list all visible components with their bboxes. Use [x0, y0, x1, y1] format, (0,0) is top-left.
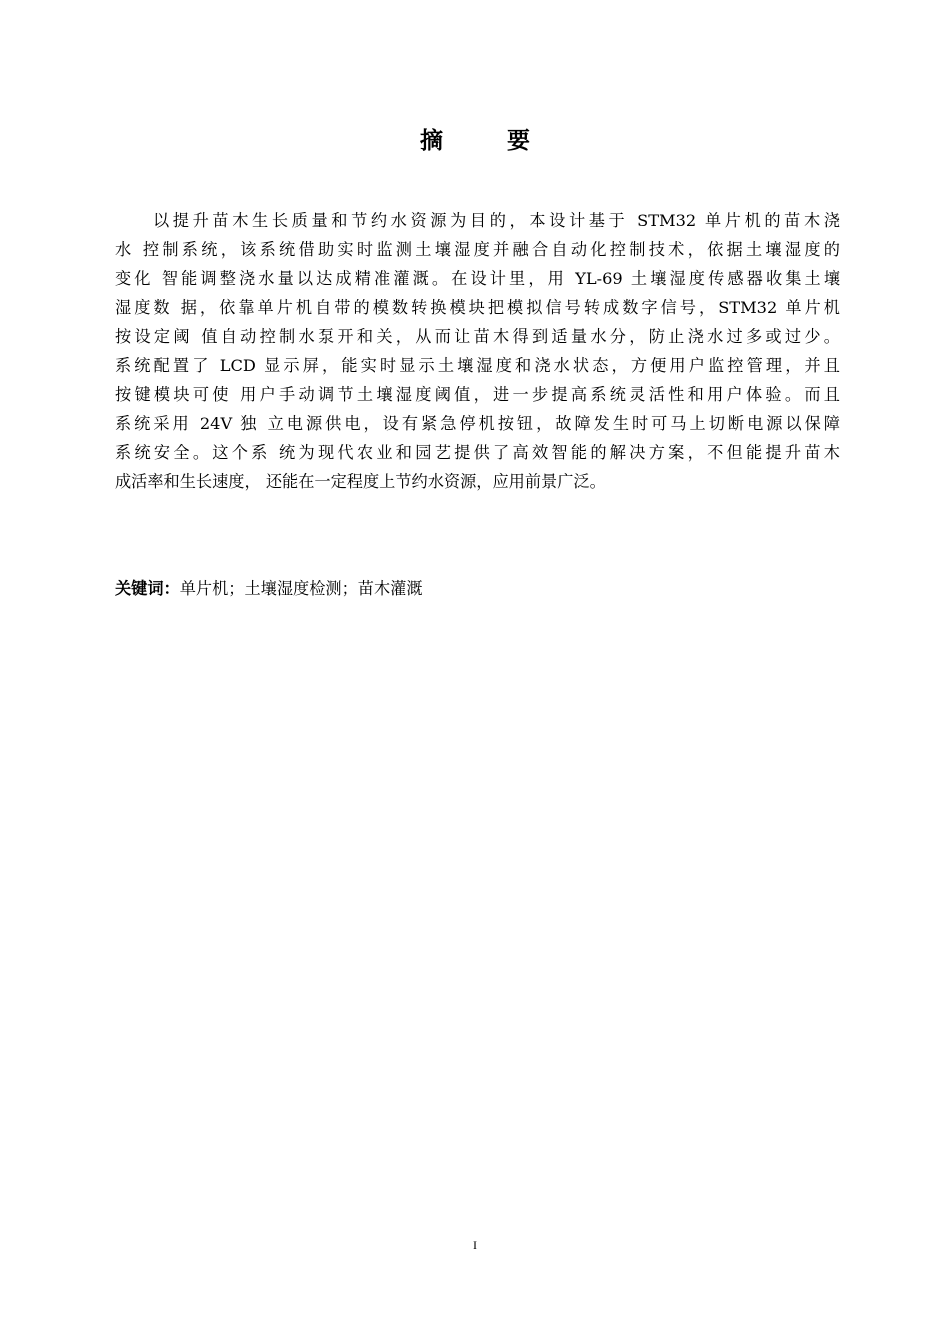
keywords-text: 单片机；土壤湿度检测；苗木灌溉 — [179, 579, 423, 598]
abstract-body — [115, 206, 840, 496]
abstract-line: 按键模块可使 用户手动调节土壤湿度阈值，进一步提高系统灵活性和用户体验。而且 — [115, 385, 840, 404]
abstract-line: 以提升苗木生长质量和节约水资源为目的，本设计基于 STM32 单片机的苗木浇 — [153, 211, 840, 230]
abstract-line: 变化 智能调整浇水量以达成精准灌溉。在设计里，用 YL-69 土壤湿度传感器收集土壤 — [115, 269, 840, 288]
abstract-line: 湿度数 据，依靠单片机自带的模数转换模块把模拟信号转成数字信号，STM32 单片机 — [115, 298, 840, 317]
abstract-line: 系统配置了 LCD 显示屏，能实时显示土壤湿度和浇水状态，方便用户监控管理，并且 — [115, 356, 840, 375]
abstract-line: 按设定阈 值自动控制水泵开和关，从而让苗木得到适量水分，防止浇水过多或过少。 — [115, 327, 840, 346]
keywords-label: 关键词： — [115, 579, 180, 598]
abstract-line: 系统安全。这个系 统为现代农业和园艺提供了高效智能的解决方案，不但能提升苗木 — [115, 443, 840, 462]
keywords-row — [115, 574, 423, 603]
abstract-title: 摘 要 — [419, 128, 558, 154]
page-number: I — [473, 1238, 477, 1252]
abstract-line: 水 控制系统，该系统借助实时监测土壤湿度并融合自动化控制技术，依据土壤湿度的 — [115, 240, 840, 259]
abstract-line: 成活率和生长速度， 还能在一定程度上节约水资源，应用前景广泛。 — [115, 472, 606, 491]
abstract-line: 系统采用 24V 独 立电源供电，设有紧急停机按钮，故障发生时可马上切断电源以保障 — [115, 414, 840, 433]
